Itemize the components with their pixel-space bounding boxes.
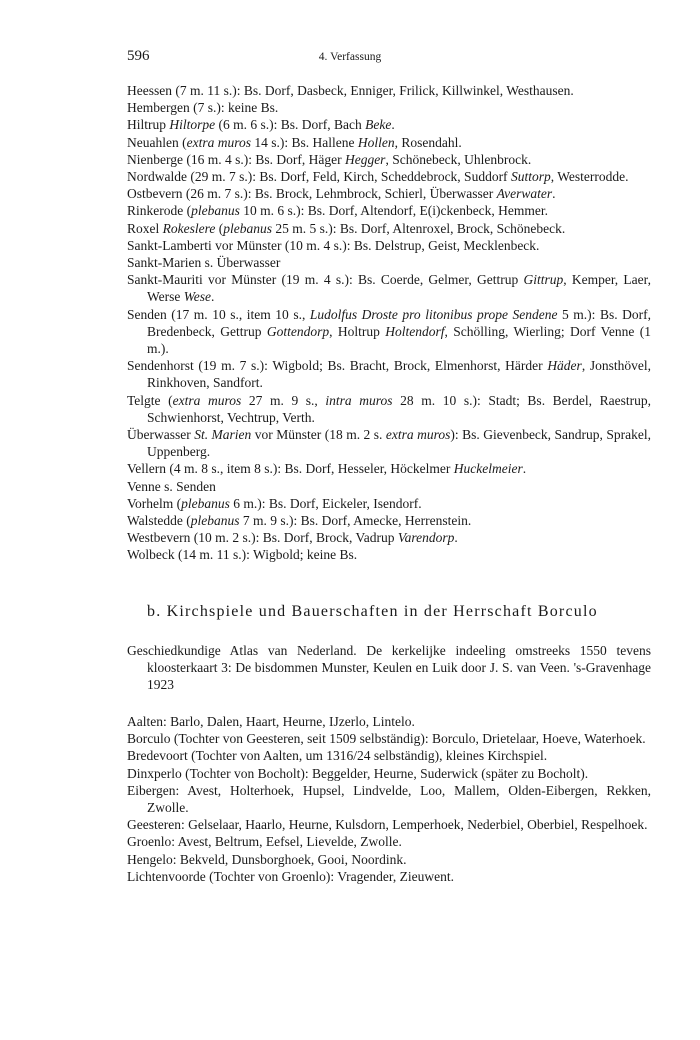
entry: Telgte (extra muros 27 m. 9 s., intra muros 28 m. 10 s.): Stadt; Bs. Berdel, Raestrup, Schwienhorst, Vechtrup, Verth.: [127, 392, 651, 425]
entry: Hiltrup Hiltorpe (6 m. 6 s.): Bs. Dorf, Bach Beke.: [127, 117, 395, 133]
entry: Sankt-Mauriti vor Münster (19 m. 4 s.): Bs. Coerde, Gelmer, Gettrup Gittrup, Kemper, Laer, Werse Wese.: [127, 272, 651, 305]
reference-text: Geschiedkundige Atlas van Nederland. De kerkelijke indeeling omstreeks 1550 tevens kloosterkaart 3: De bisdommen Munster, Keulen en Luik door J. S. van Veen. 's-Gravenhage 1923: [127, 643, 651, 693]
entry-list-b: [127, 713, 651, 885]
reference-block: [127, 642, 651, 694]
entry: Geesteren: Gelselaar, Haarlo, Heurne, Kulsdorn, Lemperhoek, Nederbiel, Oberbiel, Respelhoek.: [127, 817, 648, 833]
entry: Groenlo: Avest, Beltrum, Eefsel, Lievelde, Zwolle.: [127, 834, 402, 850]
entry-list-a: [127, 82, 651, 564]
entry: Borculo (Tochter von Geesteren, seit 1509 selbständig): Borculo, Drietelaar, Hoeve, Waterhoek.: [127, 731, 646, 747]
entry: Hembergen (7 s.): keine Bs.: [127, 100, 279, 116]
entry: Nordwalde (29 m. 7 s.): Bs. Dorf, Feld, Kirch, Scheddebrock, Suddorf Suttorp, Westerrodde.: [127, 169, 629, 185]
entry: Neuahlen (extra muros 14 s.): Bs. Hallene Hollen, Rosendahl.: [127, 134, 462, 150]
entry: Nienberge (16 m. 4 s.): Bs. Dorf, Häger Hegger, Schönebeck, Uhlenbrock.: [127, 151, 532, 167]
entry: Bredevoort (Tochter von Aalten, um 1316/24 selbständig), kleines Kirchspiel.: [127, 748, 548, 764]
entry: Sendenhorst (19 m. 7 s.): Wigbold; Bs. Bracht, Brock, Elmenhorst, Härder Häder, Jonsthövel, Rinkhoven, Sandfort.: [127, 358, 651, 391]
entry: Aalten: Barlo, Dalen, Haart, Heurne, IJzerlo, Lintelo.: [127, 714, 415, 729]
entry: Heessen (7 m. 11 s.): Bs. Dorf, Dasbeck, Enniger, Frilick, Killwinkel, Westhausen.: [127, 83, 574, 98]
entry: Senden (17 m. 10 s., item 10 s., Ludolfus Droste pro litonibus prope Sendene 5 m.): Bs. Dorf, Bredenbeck, Gettrup Gottendorp, Holtrup Holtendorf, Schölling, Wierling; Dorf Venne (1 m.).: [127, 306, 651, 357]
entry: Lichtenvoorde (Tochter von Groenlo): Vragender, Zieuwent.: [127, 868, 454, 884]
entry: Sankt-Marien s. Überwasser: [127, 255, 281, 271]
page-number: 596: [127, 48, 150, 64]
entry: Venne s. Senden: [127, 478, 216, 494]
entry: Sankt-Lamberti vor Münster (10 m. 4 s.): Bs. Delstrup, Geist, Mecklenbeck.: [127, 237, 540, 253]
section-heading: b. Kirchspiele und Bauerschaften in der Herrschaft Borculo: [147, 603, 598, 620]
entry: Dinxperlo (Tochter von Bocholt): Beggelder, Heurne, Suderwick (später zu Bocholt).: [127, 765, 589, 781]
entry: Westbevern (10 m. 2 s.): Bs. Dorf, Brock, Vadrup Varendorp.: [127, 530, 458, 546]
entry: Walstedde (plebanus 7 m. 9 s.): Bs. Dorf, Amecke, Herrenstein.: [127, 513, 472, 529]
entry: Eibergen: Avest, Holterhoek, Hupsel, Lindvelde, Loo, Mallem, Olden-Eibergen, Rekken, Zwolle.: [127, 782, 651, 816]
entry: Rinkerode (plebanus 10 m. 6 s.): Bs. Dorf, Altendorf, E(i)ckenbeck, Hemmer.: [127, 203, 549, 219]
entry: Wolbeck (14 m. 11 s.): Wigbold; keine Bs.: [127, 547, 358, 563]
entry: Vellern (4 m. 8 s., item 8 s.): Bs. Dorf, Hesseler, Höckelmer Huckelmeier.: [127, 461, 527, 477]
entry: Roxel Rokeslere (plebanus 25 m. 5 s.): Bs. Dorf, Altenroxel, Brock, Schönebeck.: [127, 220, 566, 236]
entry: Überwasser St. Marien vor Münster (18 m. 2 s. extra muros): Bs. Gievenbeck, Sandrup, Sprakel, Uppenberg.: [127, 427, 651, 460]
entry: Hengelo: Bekveld, Dunsborghoek, Gooi, Noordink.: [127, 851, 407, 867]
entry: Vorhelm (plebanus 6 m.): Bs. Dorf, Eickeler, Isendorf.: [127, 495, 422, 511]
entry: Ostbevern (26 m. 7 s.): Bs. Brock, Lehmbrock, Schierl, Überwasser Averwater.: [127, 186, 556, 202]
running-head: 4. Verfassung: [318, 51, 382, 63]
